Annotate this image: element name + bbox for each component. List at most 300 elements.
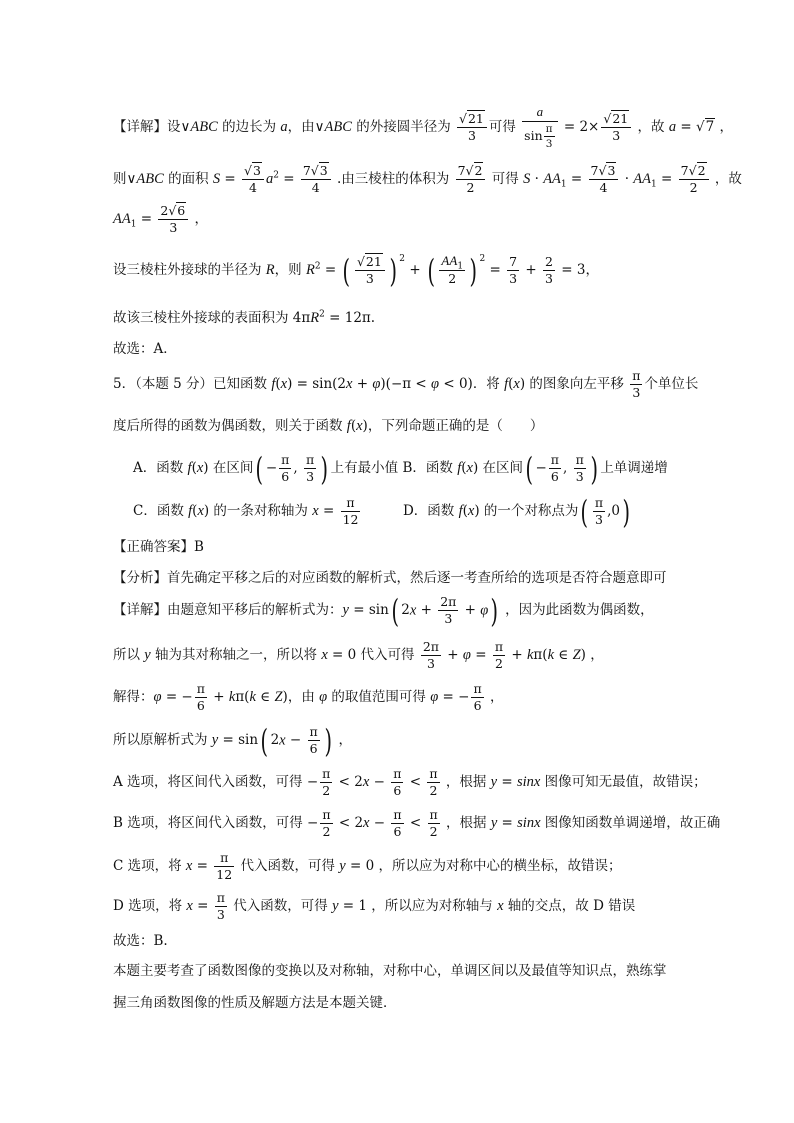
detail-shifted-function — [113, 588, 654, 632]
math-variable: f — [457, 460, 462, 476]
options-c-d — [133, 489, 633, 533]
math-variable: AA — [633, 171, 652, 187]
fraction-denominator — [320, 783, 332, 798]
math-variable: k — [249, 689, 256, 705]
square-root — [357, 253, 383, 269]
text-run: 7 — [680, 162, 689, 178]
text-run: 解得： — [113, 689, 154, 705]
option-c-check — [113, 844, 621, 888]
fraction-denominator — [391, 783, 403, 798]
fraction-denominator — [158, 220, 188, 235]
fraction-numerator — [242, 164, 264, 180]
text-run: = − — [161, 689, 193, 705]
right-paren — [324, 724, 331, 758]
text-run: 7 — [509, 253, 518, 269]
text-run: − — [535, 459, 547, 476]
math-variable: x — [466, 460, 473, 476]
fraction — [214, 851, 234, 883]
fraction-denominator — [549, 469, 561, 484]
text-run: 度后所得的函数为偶函数，则关于函数 — [113, 418, 347, 434]
superscript: 2 — [479, 253, 486, 264]
radicand: 3 — [607, 162, 616, 178]
fraction — [471, 682, 483, 714]
text-run: + — [208, 689, 229, 705]
text-run: π — [309, 723, 318, 739]
fraction — [320, 808, 332, 840]
text-run: 个单位长 — [644, 376, 699, 392]
math-variable: x — [467, 503, 475, 519]
text-run: ， — [190, 211, 209, 227]
text-run: A 选项，将区间代入函数，可得 − — [113, 774, 319, 790]
text-run: A．函数 — [133, 460, 188, 476]
text-run: π — [429, 765, 438, 781]
paren-group — [425, 254, 485, 288]
radicand: 21 — [365, 253, 382, 269]
text-run: 4 — [599, 180, 608, 195]
text-run: 的边长为 — [217, 119, 281, 136]
right-paren — [623, 495, 630, 529]
fraction — [679, 164, 709, 196]
text-run: ,0 — [607, 502, 621, 519]
fraction-denominator — [341, 512, 361, 527]
math-variable: ABC — [190, 119, 218, 136]
fraction-numerator — [391, 767, 403, 783]
text-run: ( — [192, 503, 198, 519]
text-run: 7 — [302, 162, 311, 178]
text-run: 3 — [595, 512, 603, 527]
text-run: 3 — [545, 271, 553, 286]
math-variable: y — [144, 647, 151, 663]
text-run: 6 — [473, 698, 482, 713]
text-run: , — [293, 459, 302, 476]
radicand: 3 — [253, 162, 261, 178]
math-variable: a — [536, 104, 544, 119]
text-run: ) 的一条对称轴为 — [203, 503, 313, 519]
text-run: = — [320, 262, 341, 278]
text-run: + — [521, 262, 542, 278]
fraction-numerator — [543, 255, 555, 271]
fraction-denominator — [679, 180, 709, 195]
left-paren — [256, 452, 263, 486]
fraction-numerator — [438, 595, 458, 611]
text-run: = — [497, 774, 517, 790]
left-paren — [581, 495, 588, 529]
fraction — [301, 164, 331, 196]
text-run: ( — [350, 418, 357, 434]
text-run: · — [530, 171, 544, 187]
option-a-check — [113, 760, 707, 804]
text-run: ) 的图象向左平移 — [519, 376, 629, 392]
text-run: 设三棱柱外接球的半径为 — [113, 262, 266, 278]
math-variable: x — [356, 418, 363, 434]
square-root — [311, 162, 329, 178]
fraction — [195, 682, 207, 714]
math-variable: y — [490, 774, 498, 790]
paren-group — [340, 254, 405, 288]
math-variable: k — [228, 689, 236, 705]
text-run: π — [216, 889, 225, 905]
left-paren — [427, 254, 434, 288]
text-run: + — [507, 647, 527, 663]
fraction-numerator — [215, 891, 227, 907]
fraction-denominator — [544, 137, 555, 150]
text-run: 2 — [494, 656, 503, 671]
text-run: 本题主要考查了函数图像的变换以及对称轴，对称中心，单调区间以及最值等知识点，熟练掌 — [113, 963, 667, 979]
text-run: + — [416, 601, 437, 618]
math-variable: x — [497, 898, 504, 914]
subscript: 1 — [457, 261, 464, 272]
fraction — [391, 808, 403, 840]
fraction-denominator — [589, 180, 619, 195]
fraction-numerator — [308, 725, 320, 741]
text-run: = — [318, 503, 339, 519]
text-run: ，由∨ — [287, 119, 325, 136]
fraction — [279, 453, 291, 485]
fraction-denominator — [215, 907, 227, 922]
detail-side-length — [113, 105, 733, 149]
left-paren — [261, 724, 268, 758]
fraction-numerator — [391, 808, 403, 824]
text-run: 图像知函数单调递增，故正确 — [540, 815, 721, 831]
text-run: 12 — [342, 512, 359, 527]
text-run: 2 — [160, 202, 169, 218]
text-run: 3 — [509, 271, 518, 286]
text-run: < 2 — [334, 815, 364, 831]
math-variable: k — [526, 647, 534, 663]
fraction-numerator — [439, 254, 465, 271]
paren-group — [578, 495, 632, 529]
text-run: 轴的交点，故 D 错误 — [503, 898, 636, 914]
text-run: ∈ — [255, 689, 275, 705]
math-variable: φ — [153, 689, 162, 705]
square-root — [603, 110, 629, 126]
text-run: − — [265, 459, 278, 476]
text-run: = 2× — [559, 119, 600, 136]
square-root — [696, 118, 715, 135]
fraction-numerator — [507, 255, 519, 271]
text-run: = sin — [348, 602, 389, 618]
text-run: 6 — [281, 469, 290, 484]
paren-group — [389, 594, 501, 628]
text-run: 7 — [457, 162, 466, 178]
fraction-denominator — [195, 698, 207, 713]
math-variable: AA — [543, 171, 561, 187]
fraction-numerator — [421, 640, 441, 656]
text-run: 7 — [590, 162, 599, 178]
text-run: = — [485, 262, 506, 278]
math-variable: R — [265, 262, 275, 278]
text-run: + — [443, 647, 463, 663]
fraction-numerator — [457, 112, 487, 128]
text-run: 3 — [365, 271, 374, 286]
math-variable: φ — [372, 376, 381, 392]
text-run: + — [352, 376, 373, 392]
fraction — [601, 112, 631, 144]
text-run: π — [322, 765, 331, 781]
fraction — [427, 767, 439, 799]
text-run: 【详解】设∨ — [113, 119, 191, 136]
text-run: π — [196, 680, 205, 696]
fraction-numerator — [456, 164, 486, 180]
text-run: 3 — [632, 385, 641, 400]
fraction — [544, 123, 555, 150]
detail-aa1-result — [113, 197, 208, 241]
text-run: = — [497, 815, 518, 831]
math-variable: x — [196, 460, 204, 476]
text-run: 3 — [467, 128, 476, 144]
subscript: 1 — [560, 179, 567, 190]
fraction-denominator — [457, 128, 487, 143]
text-run: ( — [461, 460, 467, 476]
text-run: ，根据 — [441, 815, 491, 831]
math-variable: y — [342, 602, 349, 618]
option-d-check — [113, 884, 635, 928]
fraction — [428, 808, 440, 840]
math-variable: x — [185, 858, 193, 874]
math-variable: f — [504, 376, 509, 392]
text-run: < 0)．将 — [439, 376, 505, 392]
text-run: = — [220, 171, 241, 187]
text-run: ( — [508, 376, 514, 392]
question-5-stem-cont — [113, 404, 543, 448]
fraction — [589, 164, 619, 196]
text-run: − — [369, 815, 390, 831]
text-run: 3 — [612, 128, 621, 144]
text-run: 代入函数，可得 — [228, 898, 333, 914]
fraction-denominator — [456, 180, 486, 195]
text-run: .由三棱柱的体积为 — [332, 171, 454, 187]
fraction-numerator — [320, 808, 332, 824]
text-run: 2π — [440, 593, 457, 609]
text-run: = 1 ，所以应为对称轴与 — [338, 898, 498, 914]
math-variable: x — [279, 732, 286, 749]
radicand: 7 — [705, 119, 715, 136]
text-run: = — [656, 171, 677, 187]
text-run: 2π — [422, 638, 440, 654]
fraction-denominator — [242, 180, 264, 195]
fraction-denominator — [601, 128, 631, 143]
fraction — [391, 767, 403, 799]
radicand: 21 — [612, 110, 629, 126]
text-run: = 3， — [556, 262, 599, 278]
fraction-denominator — [301, 180, 331, 195]
text-run: = — [676, 119, 696, 136]
text-run: , — [563, 459, 572, 476]
question-5-stem — [113, 362, 698, 406]
text-run: ， — [715, 119, 733, 136]
fraction — [549, 453, 561, 485]
fraction — [507, 255, 519, 287]
superscript: 2 — [273, 170, 279, 181]
text-run: 2 — [322, 783, 331, 798]
math-variable: x — [362, 774, 370, 790]
text-run: 可得 — [488, 119, 521, 136]
text-run: 2 — [545, 253, 553, 269]
text-run: π — [346, 494, 355, 510]
text-run: 6 — [309, 741, 318, 756]
radicand: 6 — [177, 202, 186, 218]
text-run: = — [278, 171, 299, 187]
fraction — [304, 453, 316, 485]
math-variable: y — [332, 898, 339, 914]
radicand: 2 — [474, 162, 483, 178]
square-root — [168, 202, 186, 218]
fraction — [158, 204, 188, 236]
text-run: 上有最小值 B．函数 — [330, 460, 458, 476]
fraction-numerator — [195, 682, 207, 698]
math-variable: a — [265, 171, 274, 187]
math-variable: x — [513, 376, 520, 392]
text-run: ) = sin(2 — [287, 376, 347, 392]
subscript: 1 — [651, 179, 657, 190]
fraction-numerator — [522, 105, 557, 122]
fraction-numerator — [549, 453, 561, 469]
math-variable: a — [280, 119, 288, 136]
fraction-denominator — [279, 469, 291, 484]
text-run: )(−π < — [380, 376, 432, 392]
math-variable: Z — [274, 689, 283, 705]
fraction-numerator — [320, 767, 332, 783]
text-run: 上单调递增 — [600, 460, 668, 476]
detail-original-function — [113, 718, 352, 762]
math-variable: x — [346, 376, 353, 392]
fraction-numerator — [427, 767, 439, 783]
fraction — [456, 164, 486, 196]
text-run: 4 — [311, 180, 320, 195]
text-run: 3 — [575, 469, 584, 484]
text-run: = — [470, 647, 491, 663]
text-run: 2 — [401, 601, 410, 618]
math-variable: y — [490, 815, 498, 831]
square-root — [244, 162, 262, 178]
text-run: ( — [462, 503, 468, 519]
fraction — [308, 725, 320, 757]
text-run: B 选项，将区间代入函数，可得 − — [113, 815, 319, 831]
math-variable: k — [547, 647, 554, 663]
text-run: 的面积 — [163, 171, 213, 187]
text-run: 故选：A． — [113, 341, 177, 357]
text-run: 12 — [216, 867, 233, 882]
math-variable: sinx — [517, 815, 541, 831]
square-root — [689, 162, 707, 178]
text-run: 【详解】由题意知平移后的解析式为： — [113, 602, 343, 618]
options-a-b — [133, 446, 668, 490]
math-variable: x — [186, 898, 193, 914]
text-run: 所以 — [113, 647, 145, 663]
fraction-denominator — [543, 271, 555, 286]
math-variable: f — [187, 460, 192, 476]
fraction — [574, 453, 586, 485]
text-run: 【分析】首先确定平移之后的对应函数的解析式，然后逐一考查所给的选项是否符合题意即可 — [113, 570, 667, 586]
text-run: 2 — [466, 180, 475, 195]
text-run: 2 — [448, 271, 457, 287]
text-run: ) 在区间 — [472, 460, 523, 476]
fraction-denominator — [320, 824, 332, 839]
text-run: ( — [275, 376, 281, 392]
text-run: = 0 代入可得 — [327, 647, 419, 663]
text-run: − — [369, 774, 390, 790]
fraction-numerator — [471, 682, 483, 698]
detail-phi-solution — [113, 675, 504, 719]
text-run: π — [545, 122, 553, 135]
math-variable: φ — [431, 376, 440, 392]
math-variable: x — [409, 602, 417, 619]
fraction-numerator — [355, 255, 385, 271]
text-run: ，故 — [710, 171, 742, 187]
text-run: < — [405, 815, 426, 831]
text-run: π — [220, 849, 229, 865]
fraction — [341, 496, 361, 528]
text-run: − — [285, 731, 306, 748]
fraction-numerator — [544, 123, 555, 137]
text-run: 握三角函数图像的性质及解题方法是本题关键． — [113, 995, 397, 1011]
square-root — [599, 162, 617, 178]
math-variable: x — [363, 815, 370, 831]
math-variable: ABC — [136, 171, 164, 187]
text-run: + — [405, 262, 425, 278]
fraction-denominator — [427, 783, 439, 798]
text-run: 【正确答案】B — [113, 539, 204, 555]
math-variable: x — [197, 503, 204, 519]
fraction-numerator — [214, 851, 234, 867]
text-run: π — [632, 367, 641, 383]
paren-group — [523, 452, 600, 486]
text-run: 3 — [545, 138, 553, 150]
fraction — [593, 496, 605, 528]
math-variable: sinx — [516, 774, 541, 790]
fraction — [215, 891, 227, 923]
fraction-denominator — [630, 385, 642, 400]
text-run: = — [566, 171, 587, 187]
option-b-check — [113, 801, 720, 845]
fraction-numerator — [630, 369, 642, 385]
fraction-denominator — [355, 271, 385, 286]
text-run: 3 — [216, 907, 225, 922]
text-run: < — [405, 774, 426, 790]
fraction-numerator — [279, 453, 291, 469]
fraction-numerator — [158, 204, 188, 220]
text-run: π — [575, 451, 584, 467]
text-run: π — [550, 451, 560, 467]
fraction-denominator — [438, 611, 458, 626]
fraction-denominator — [421, 656, 441, 671]
text-run: ) 在区间 — [203, 460, 254, 476]
text-run: 6 — [196, 698, 205, 713]
text-run: 故该三棱柱外接球的表面积为 4π — [113, 310, 311, 326]
text-run: 轴为其对称轴之一，所以将 — [150, 647, 322, 663]
text-run: ，故 — [633, 119, 669, 136]
math-variable: a — [668, 119, 677, 136]
left-paren — [391, 594, 398, 628]
fraction-numerator — [601, 112, 631, 128]
text-run: 2 — [429, 783, 438, 798]
text-run: ，根据 — [441, 774, 491, 790]
fraction-denominator — [522, 122, 557, 150]
text-run: 4 — [249, 180, 257, 195]
fraction — [457, 112, 487, 144]
left-paren — [525, 452, 532, 486]
fraction — [493, 640, 505, 672]
fraction-numerator — [679, 164, 709, 180]
text-run: 2 — [270, 731, 280, 748]
fraction-denominator — [391, 824, 403, 839]
text-run: π( — [235, 689, 250, 705]
square-root — [459, 110, 485, 126]
paren-group — [258, 724, 334, 758]
right-paren — [470, 254, 477, 288]
text-run: 3 — [426, 656, 435, 671]
text-run: ， — [485, 689, 504, 705]
